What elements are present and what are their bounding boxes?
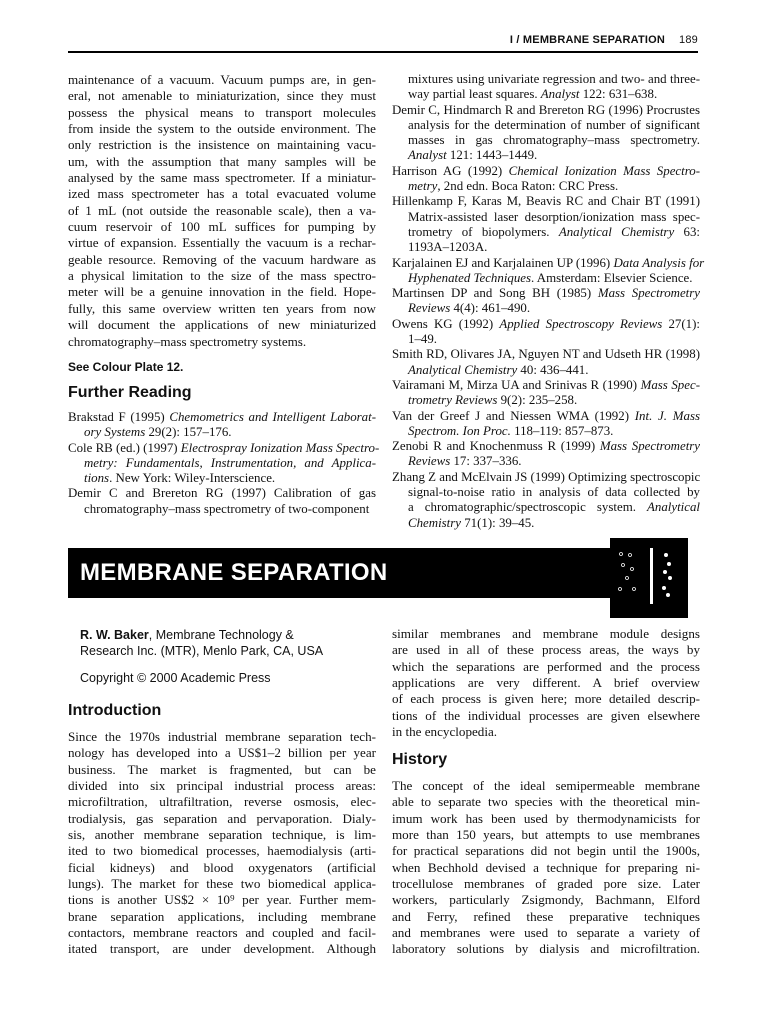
author-name: R. W. Baker	[80, 628, 149, 642]
reference-line: Demir C, Hindmarch R and Brereton RG (1996) Procrustes	[392, 102, 700, 117]
body-line: imum work has been used by thermodynamicists for	[392, 810, 700, 826]
body-line: contactors, membrane reactors and coupled and facil-	[68, 925, 376, 941]
reference-line: Smith RD, Olivares JA, Nguyen NT and Udseth HR (1998)	[392, 347, 700, 362]
reference-line: Spectrom. Ion Proc. 118–119: 857–873.	[408, 423, 614, 438]
reference-line: Harrison AG (1992) Chemical Ionization Mass Spectro-	[392, 163, 700, 178]
reference-line: ory Systems 29(2): 157–176.	[84, 425, 232, 440]
body-line: brane separation applications, including membrane	[68, 908, 376, 924]
top-left-body	[68, 72, 376, 350]
body-line: from inside the system to the outside environment. The	[68, 121, 376, 137]
body-line: more than 150 years, but attempts to use membranes	[392, 827, 700, 843]
reference-line: Vairamani M, Mirza UA and Srinivas R (1990) Mass Spec-	[392, 377, 700, 392]
reference-line: way partial least squares. Analyst 122: 631–638.	[408, 87, 658, 102]
reference-line: mixtures using univariate regression and two- and three-	[408, 72, 700, 86]
reference-line: trometry of biopolymers. Analytical Chemistry 63:	[408, 224, 700, 239]
reference-line: chromatography–mass spectrometry of two-component	[84, 501, 370, 516]
reference-line: metry: Fundamentals, Instrumentation, and Applica-	[84, 455, 376, 470]
body-line: workers, particularly Zsigmondy, Bachmann, Elford	[392, 892, 700, 908]
body-line: trocellulose membranes of graded pore size. Later	[392, 876, 700, 892]
reference-list-left	[68, 410, 380, 517]
body-line: only restriction is the insistence on maintaining vacu-	[68, 137, 376, 153]
reference-line: Hillenkamp F, Karas M, Beavis RC and Chair BT (1991)	[392, 194, 700, 209]
body-line: nology has developed into a US$1–2 billion per year	[68, 745, 376, 761]
running-head	[510, 34, 698, 46]
body-line: applications are very different. A brief overview	[392, 675, 700, 691]
body-line: cuum reservoir of 100 mL suffices for pumping by	[68, 219, 376, 235]
body-line: possess the physical means to transport molecules	[68, 104, 376, 120]
further-reading-heading: Further Reading	[68, 384, 192, 401]
reference-line: Zhang Z and McElvain JS (1999) Optimizing spectroscopic	[392, 469, 701, 484]
body-line: chromatography–mass spectrometry systems.	[68, 333, 307, 349]
body-line: ized mass spectrometer has a total evacuated volume	[68, 186, 376, 202]
body-line: analysed by the same mass spectrometer. If a miniatur-	[68, 170, 376, 186]
reference-line: tions. New York: Wiley-Interscience.	[84, 471, 276, 486]
introduction-body	[68, 729, 376, 958]
body-line: fully, this same overview written ten years from now	[68, 300, 376, 316]
author-block	[80, 627, 380, 659]
body-line: itated transport, are under development. Although	[68, 941, 376, 957]
body-line: divided into six principal industrial process areas:	[68, 778, 376, 794]
reference-line: Reviews 17: 337–336.	[408, 454, 522, 469]
reference-line: trometry Reviews 9(2): 235–258.	[408, 393, 578, 408]
body-line: tions of the individual processes are given elsewhere	[392, 707, 700, 723]
body-line: sis, another membrane separation technique, is lim-	[68, 827, 376, 843]
header-rule	[68, 51, 698, 53]
body-line: which the separations are performed and the process	[392, 658, 700, 674]
reference-line: 1193A–1203A.	[408, 240, 488, 255]
body-line: a physical limitation to the size of the mass spectro-	[68, 268, 376, 284]
body-line: eral, not amenable to miniaturization, since they must	[68, 88, 376, 104]
body-line: ficial kidneys) and blood oxygenators (artificial	[68, 859, 376, 875]
affiliation-line-1: , Membrane Technology &	[148, 628, 294, 642]
reference-line: signal-to-noise ratio in analysis of data collected by	[408, 485, 700, 500]
body-line: for practical separations did not begin until the 1900s,	[392, 843, 700, 859]
reference-line: a chromatographic/spectroscopic system. Analytical	[408, 500, 700, 515]
section-logo-icon	[610, 538, 688, 618]
reference-line: metry, 2nd edn. Boca Raton: CRC Press.	[408, 179, 619, 194]
body-line: maintenance of a vacuum. Vacuum pumps are, in gen-	[68, 72, 376, 87]
body-line: Since the 1970s industrial membrane separation tech-	[68, 729, 376, 744]
colour-plate-note: See Colour Plate 12.	[68, 360, 184, 374]
reference-line: Hyphenated Techniques. Amsterdam: Elsevier Science.	[408, 270, 693, 285]
history-body	[392, 778, 700, 958]
body-line: will document the applications of new miniaturized	[68, 317, 376, 333]
body-line: laboratory solutions by dialysis and microfiltration.	[392, 941, 700, 957]
body-line: of each process is given here; more detailed descrip-	[392, 691, 700, 707]
body-line: similar membranes and membrane module designs	[392, 626, 700, 641]
reference-line: Owens KG (1992) Applied Spectroscopy Reviews 27(1):	[392, 316, 700, 331]
body-line: when Bechhold devised a technique for preparing ni-	[392, 859, 700, 875]
reference-line: masses in gas chromatography–mass spectrometry.	[408, 133, 700, 148]
body-line: tions is another US$2 × 10⁹ per year. Further mem-	[68, 892, 376, 908]
reference-line: Matrix-assisted laser desorption/ionization mass spec-	[408, 209, 700, 224]
body-line: able to separate two species with the theoretical min-	[392, 794, 700, 810]
body-line: meter will be a genuine innovation in the field. Hope-	[68, 284, 376, 300]
reference-line: Reviews 4(4): 461–490.	[408, 301, 531, 316]
body-line: and membranes were used to separate a variety of	[392, 925, 700, 941]
page-number: 189	[679, 34, 698, 46]
reference-line: Zenobi R and Knochenmuss R (1999) Mass Spectrometry	[392, 439, 701, 454]
reference-line: Demir C and Brereton RG (1997) Calibration of gas	[68, 486, 376, 501]
reference-list-right	[392, 72, 705, 531]
reference-line: Chemistry 71(1): 39–45.	[408, 515, 535, 530]
article-title: MEMBRANE SEPARATION	[80, 559, 388, 586]
body-line: and Ferry, refined these preparative techniques	[392, 908, 700, 924]
body-line: trodialysis, gas separation and pervaporation. Dialy-	[68, 810, 376, 826]
body-line: geable resource. Removing of the vacuum hardware as	[68, 251, 376, 267]
reference-line: Analyst 121: 1443–1449.	[408, 148, 538, 163]
affiliation-line-2: Research Inc. (MTR), Menlo Park, CA, USA	[80, 644, 324, 658]
body-line: in the encyclopedia.	[392, 724, 498, 740]
reference-line: Brakstad F (1995) Chemometrics and Intelligent Laborat-	[68, 410, 377, 424]
reference-line: Cole RB (ed.) (1997) Electrospray Ionization Mass Spectro-	[68, 440, 380, 455]
running-title: I / MEMBRANE SEPARATION	[509, 34, 666, 46]
reference-line: analysis for the determination of number of significant	[408, 117, 700, 132]
introduction-heading: Introduction	[68, 702, 162, 719]
reference-line: Karjalainen EJ and Karjalainen UP (1996) Data Analysis for	[392, 255, 705, 270]
body-line: ited to two biomedical processes, haemodialysis (arti-	[68, 843, 376, 859]
reference-line: Martinsen DP and Song BH (1985) Mass Spectrometry	[392, 286, 701, 301]
body-line: lungs). The market for these two biomedical applica-	[68, 876, 376, 892]
body-line: microfiltration, ultrafiltration, reverse osmosis, elec-	[68, 794, 376, 810]
reference-line: Van der Greef J and Niessen WMA (1992) Int. J. Mass	[392, 408, 700, 423]
body-line: um, with the assumption that many samples will be	[68, 153, 376, 169]
body-line: of 1 mL (not outside the reasonable scale), then a va-	[68, 202, 376, 218]
body-line: virtue of expansion. Essentially the vacuum is a rechar-	[68, 235, 376, 251]
history-heading: History	[392, 751, 448, 768]
body-line: The concept of the ideal semipermeable membrane	[392, 778, 700, 793]
body-line: business. The market is fragmented, but can be	[68, 761, 376, 777]
reference-line: 1–49.	[408, 332, 438, 347]
introduction-body-continued	[392, 626, 700, 740]
copyright-line: Copyright © 2000 Academic Press	[80, 671, 271, 685]
body-line: are used in all of these process areas, the ways by	[392, 642, 700, 658]
reference-line: Analytical Chemistry 40: 436–441.	[408, 362, 589, 377]
